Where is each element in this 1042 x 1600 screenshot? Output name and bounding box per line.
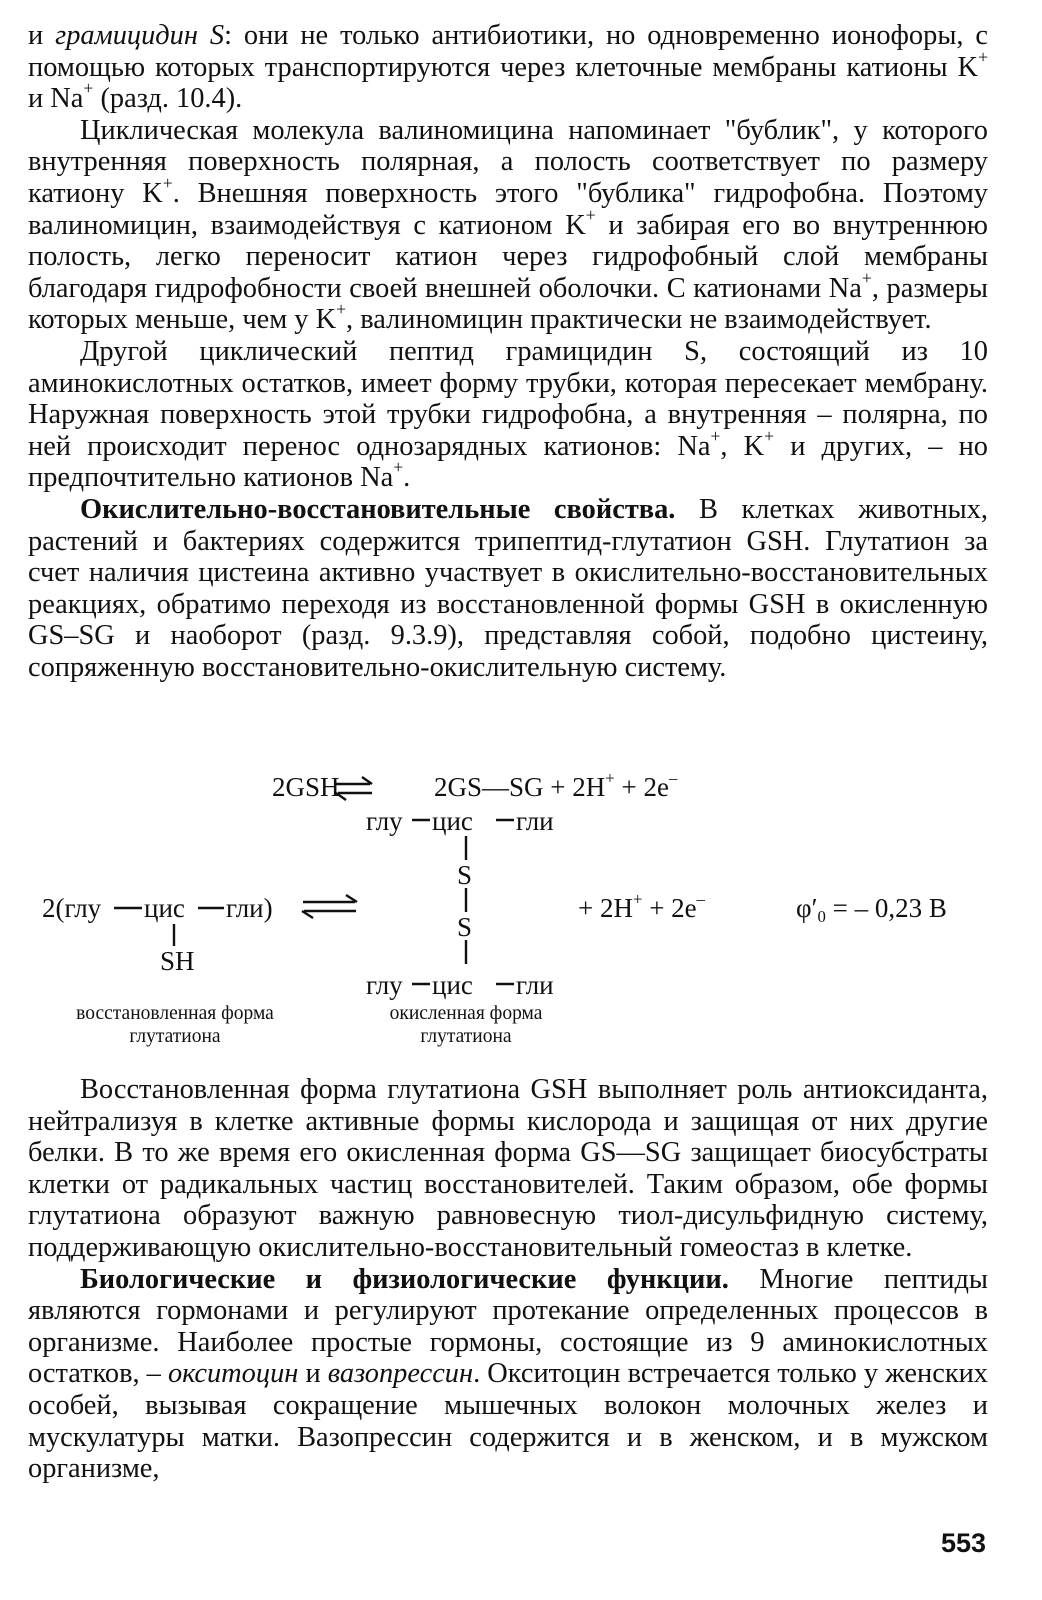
section-heading: Биологические и физиологические функции. bbox=[80, 1263, 729, 1295]
superscript: + bbox=[585, 204, 596, 225]
text-run: Многие пептиды являются гормонами и регулируют протекание определенных процессов в организме. Наиболее простые гормоны, состоящие из 9 аминокислотных остатков, – bbox=[28, 1263, 988, 1390]
paragraph-redox bbox=[28, 494, 988, 684]
text-run: + 2e bbox=[614, 772, 669, 802]
text-run: и Na bbox=[28, 83, 84, 115]
superscript: + bbox=[632, 889, 643, 909]
text-run: В клетках животных, растений и бактериях содержится трипептид-глутатион GSH. Глутатион за счет наличия цистеина активно участвует в окислительно-восстановительных реакциях, обратимо переходя из восстановленной формы GSH в окисленную GS–SG и наоборот (разд. 9.3.9), представляя собой, подобно цистеину, сопряженную восстановительно-окислительную систему. bbox=[28, 493, 989, 683]
top-text-block bbox=[28, 20, 988, 683]
prime: ′ bbox=[811, 893, 818, 923]
text-run: . bbox=[403, 462, 411, 494]
italic-term: окситоцин bbox=[167, 1358, 299, 1390]
text-run: + 2e bbox=[642, 893, 697, 923]
glutathione-equation bbox=[0, 760, 1042, 1060]
caption-line: восстановленная форма bbox=[76, 1003, 274, 1024]
bottom-gli: гли bbox=[516, 970, 554, 1000]
superscript: + bbox=[162, 172, 173, 193]
section-heading: Окислительно-восстановительные свойства. bbox=[80, 493, 676, 525]
sulfur-2: S bbox=[457, 912, 473, 942]
caption-oxidized-form bbox=[356, 1002, 576, 1048]
italic-term: грамицидин S bbox=[55, 20, 225, 51]
text-run: . Окситоцин встречается только у женских особей, вызывая сокращение мышечных волокон молочных желез и мускулатуры матки. Вазопрессин содержится и в женском, и в мужском организме, bbox=[28, 1358, 988, 1485]
left-cys: цис bbox=[144, 893, 185, 923]
text-run: . Внешняя поверхность этого "бублика" гидрофобна. Поэтому валиномицин, взаимодействуя с катионом K bbox=[28, 177, 988, 241]
text-run: и bbox=[28, 20, 56, 51]
thiol-sh: SH bbox=[160, 946, 195, 976]
eq1-right bbox=[434, 768, 678, 803]
superscript: + bbox=[605, 768, 615, 788]
eq2-products bbox=[578, 889, 706, 924]
equilibrium-arrow-top bbox=[336, 777, 372, 800]
caption-line: окисленная форма bbox=[389, 1003, 543, 1024]
superscript: + bbox=[710, 425, 721, 446]
text-run: Другой циклический пептид грамицидин S, состоящий из 10 аминокислотных остатков, имеет форму трубки, которая пересекает мембрану. Наружная поверхность этой трубки гидрофобна, а внутренняя – полярна, по ней происходит перенос однозарядных катионов: Na bbox=[28, 335, 988, 462]
phi-symbol: φ bbox=[796, 893, 812, 923]
superscript: – bbox=[696, 889, 706, 909]
top-gli: гли bbox=[516, 806, 554, 836]
sulfur-1: S bbox=[457, 860, 473, 890]
subscript: 0 bbox=[817, 907, 826, 927]
bottom-glu: глу bbox=[366, 970, 403, 1000]
text-run: : они не только антибиотики, но одновременно ионофоры, с помощью которых транспортируются через клеточные мембраны катионы K bbox=[28, 20, 989, 83]
text-run: , размеры которых меньше, чем у K bbox=[28, 272, 988, 336]
superscript: + bbox=[764, 425, 775, 446]
text-run: 2GS—SG + 2H bbox=[434, 772, 606, 802]
top-cys: цис bbox=[432, 806, 473, 836]
text-run: , валиномицин практически не взаимодействует. bbox=[346, 304, 932, 336]
paragraph-functions bbox=[28, 1264, 988, 1485]
paragraph-gramicidin bbox=[28, 336, 988, 494]
text-run: Циклическая молекула валиномицина напоминает "бублик", у которого внутренняя поверхность полярная, а полость соответствует по размеру катиону K bbox=[28, 114, 988, 209]
text-run: и bbox=[298, 1358, 328, 1390]
caption-line: глутатиона bbox=[129, 1026, 221, 1047]
superscript: + bbox=[861, 267, 872, 288]
caption-line: глутатиона bbox=[420, 1026, 512, 1047]
paragraph-valinomycin bbox=[28, 115, 988, 336]
paragraph-antioxidant: Восстановленная форма глутатиона GSH выполняет роль антиоксиданта, нейтрализуя в клетке активные формы кислорода и защищая от них другие белки. В то же время его окисленная форма GS—SG защищает биосубстраты клетки от радикальных частиц восстановителей. Таким образом, обе формы глутатиона образуют важную равновесную тиол-дисульфидную систему, поддерживающую окислительно-восстановительный гомеостаз в клетке. bbox=[28, 1074, 988, 1263]
bottom-text-block bbox=[28, 1074, 988, 1485]
italic-term: вазопрессин bbox=[327, 1358, 474, 1390]
bottom-cys: цис bbox=[432, 970, 473, 1000]
text-run: = – 0,23 В bbox=[825, 893, 947, 923]
superscript: + bbox=[978, 46, 988, 67]
eq1-left: 2GSH bbox=[272, 772, 340, 802]
left-expr-open: 2(глу bbox=[42, 893, 102, 923]
page-number: 553 bbox=[940, 1528, 986, 1558]
text-run: (разд. 10.4). bbox=[93, 83, 243, 115]
text-run: и других, – но предпочтительно катионов Na bbox=[28, 430, 988, 494]
paragraph-ionophores bbox=[28, 20, 988, 115]
text-run: , K bbox=[720, 430, 765, 462]
superscript: + bbox=[83, 77, 94, 98]
left-gli: гли) bbox=[226, 893, 273, 923]
superscript: – bbox=[668, 768, 678, 788]
text-run: и забирая его во внутреннюю полость, легко переносит катион через гидрофобный слой мембраны благодаря гидрофобности своей внешней оболочки. С катионами Na bbox=[28, 209, 988, 304]
text-run: + 2H bbox=[578, 893, 633, 923]
redox-potential bbox=[796, 893, 947, 927]
top-glu: глу bbox=[366, 806, 403, 836]
superscript: + bbox=[393, 457, 404, 478]
superscript: + bbox=[336, 299, 347, 320]
caption-reduced-form bbox=[40, 1002, 310, 1048]
equilibrium-arrow-middle bbox=[302, 895, 357, 918]
